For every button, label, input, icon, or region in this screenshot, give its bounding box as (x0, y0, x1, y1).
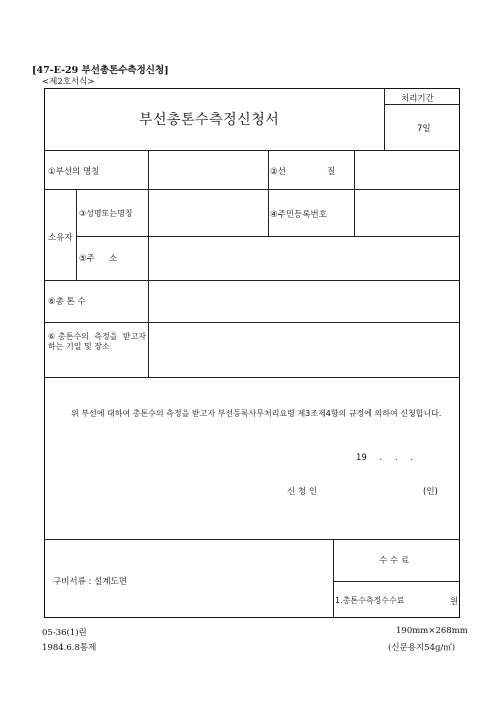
owner-label: 소유자 (48, 233, 73, 243)
material-label: ②선 (270, 167, 286, 177)
fee-label: 수 수 료 (379, 556, 410, 566)
form-number: <제2호서식> (42, 77, 95, 87)
rule (45, 539, 460, 540)
rule (384, 89, 385, 150)
applicant-label: 신 청 인 (287, 487, 318, 497)
processing-period-value: 7일 (417, 124, 431, 134)
rule (76, 236, 460, 237)
rule (333, 539, 334, 618)
required-documents: 구비서류 : 설계도면 (53, 577, 127, 587)
application-form (44, 88, 460, 618)
rule (45, 150, 460, 151)
address-label-2: 소 (109, 254, 118, 264)
barge-name-label: ①부선의 명칭 (48, 167, 100, 177)
material-label-2: 질 (327, 167, 336, 177)
rule (354, 150, 355, 236)
owner-name-label: ③성명또는명칭 (79, 209, 133, 218)
rule (333, 581, 460, 582)
form-code: [47-E-29 부선총톤수측정신청] (32, 65, 169, 76)
gross-tonnage-label: ⑥총 톤 수 (48, 297, 86, 307)
resident-number-label: ④주민등록번호 (270, 210, 327, 220)
rule (76, 189, 77, 280)
processing-period-label: 처리기간 (401, 94, 434, 104)
footer-print-code: 05-36(1)린 (42, 628, 87, 638)
rule (45, 280, 460, 281)
application-statement: 위 부선에 대하여 총톤수의 측정을 받고자 부선등록사무처리요령 제3조제4항의 규정에 의하여 신청합니다. (71, 409, 442, 418)
footer-paper-size: 190mm×268mm (396, 626, 468, 636)
footer-paper-spec: (신문용지54g/㎡) (388, 643, 456, 653)
rule (45, 377, 460, 378)
measurement-place-label: ⑥총톤수의 측정을 받고자 하는 기일 및 장소 (48, 332, 146, 351)
rule (148, 150, 149, 189)
application-date: 19 . . . (356, 453, 414, 463)
fee-item: 1.총톤수측정수수료 (335, 596, 405, 605)
seal-label: (인) (423, 487, 438, 497)
fee-unit: 원 (450, 597, 459, 607)
rule (45, 189, 460, 190)
rule (268, 150, 269, 236)
rule (148, 189, 149, 377)
rule (384, 104, 460, 105)
rule (45, 322, 460, 323)
footer-approval-date: 1984.6.8통제 (42, 643, 97, 653)
address-label: ⑤주 (79, 254, 95, 264)
form-title: 부선총톤수측정신청서 (139, 112, 280, 128)
